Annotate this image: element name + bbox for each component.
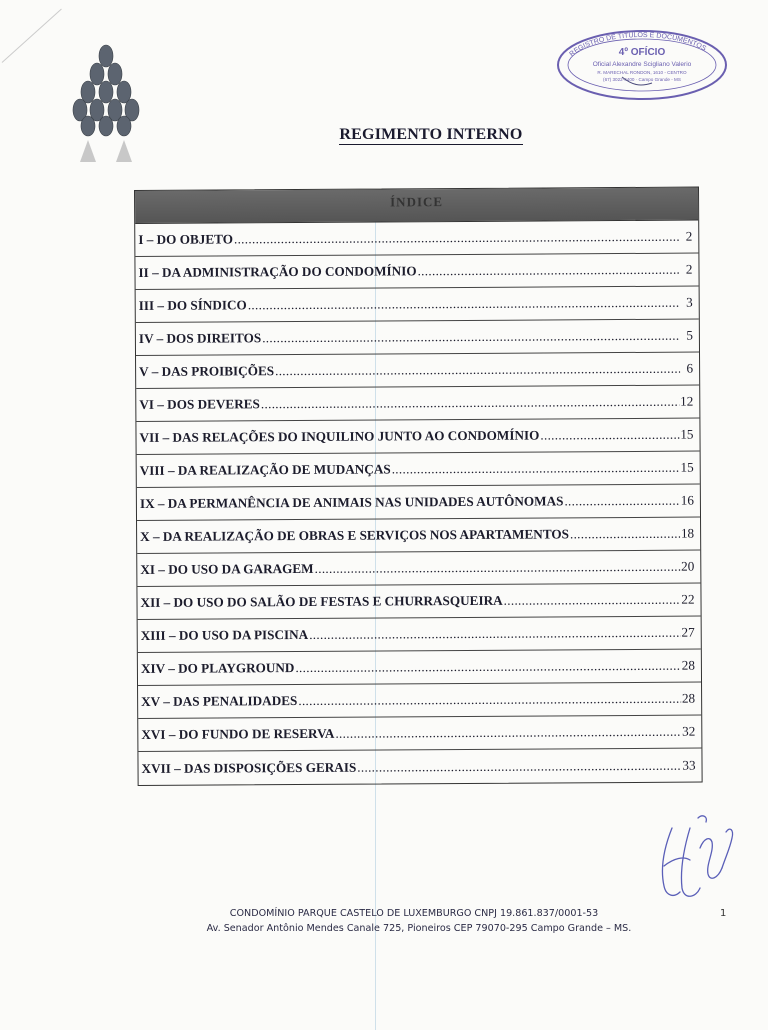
toc-entry [138, 716, 701, 752]
toc-leader-dots [357, 757, 681, 775]
toc-entry [136, 386, 699, 422]
toc-entry-page: 18 [680, 525, 695, 541]
toc-entry [136, 419, 699, 455]
page-footer [0, 906, 768, 936]
toc-leader-dots [335, 724, 681, 742]
stamp-ring-text: REGISTRO DE TÍTULOS E DOCUMENTOS [568, 31, 708, 59]
toc-entry-label: V – DAS PROIBIÇÕES [139, 363, 275, 379]
toc-entry [136, 320, 699, 356]
toc-entry-label: VIII – DA REALIZAÇÃO DE MUDANÇAS [139, 461, 391, 478]
toc-entry-label: III – DO SÍNDICO [138, 297, 247, 313]
toc-entry [135, 254, 698, 290]
stamp-official: Oficial Alexandre Scigliano Valerio [592, 61, 692, 68]
toc-leader-dots [248, 295, 680, 314]
toc-entry-page: 22 [681, 591, 695, 607]
toc-entry-label: VII – DAS RELAÇÕES DO INQUILINO JUNTO AO CONDOMÍNIO [139, 427, 540, 445]
toc-entry-label: XVI – DO FUNDO DE RESERVA [141, 725, 335, 742]
stamp-office: 4º OFÍCIO [618, 47, 666, 58]
toc-entry-label: XIII – DO USO DA PISCINA [140, 626, 309, 643]
toc-entry-page: 15 [680, 426, 694, 442]
toc-entry-page: 3 [686, 294, 693, 310]
toc-rows [135, 221, 701, 785]
toc-leader-dots [540, 427, 679, 444]
toc-entry-page: 27 [681, 624, 695, 640]
toc-entry-page: 28 [681, 690, 696, 706]
toc-entry [137, 518, 700, 554]
condominium-logo-icon [66, 38, 146, 168]
toc-leader-dots [295, 658, 680, 676]
toc-entry-label: VI – DOS DEVERES [139, 396, 260, 412]
toc-entry-page: 12 [680, 393, 694, 409]
footer-line-2: Av. Senador Antônio Mendes Canale 725, Pioneiros CEP 79070-295 Campo Grande – MS. [206, 923, 632, 934]
toc-entry [138, 617, 701, 653]
toc-entry [135, 221, 698, 257]
toc-entry-page: 20 [681, 558, 695, 574]
toc-entry-label: II – DA ADMINISTRAÇÃO DO CONDOMÍNIO [138, 263, 417, 280]
toc-entry [138, 650, 701, 686]
toc-leader-dots [504, 592, 681, 609]
toc-entry [137, 452, 700, 488]
toc-entry [138, 683, 701, 719]
toc-entry-page: 28 [681, 657, 695, 673]
toc-entry-label: X – DA REALIZAÇÃO DE OBRAS E SERVIÇOS NOS APARTAMENTOS [140, 526, 569, 544]
toc-leader-dots [275, 361, 680, 379]
toc-entry-page: 15 [680, 459, 694, 475]
page-number: 1 [720, 908, 727, 919]
toc-entry-page: 32 [682, 723, 696, 739]
toc-entry [137, 485, 700, 521]
stamp-contact: (67) 3022-4400 · Campo Grande - MS [603, 77, 681, 82]
toc-entry-page: 5 [686, 327, 693, 343]
toc-entry [137, 584, 700, 620]
toc-leader-dots [315, 559, 681, 577]
toc-entry-label: XII – DO USO DO SALÃO DE FESTAS E CHURRASQUEIRA [140, 592, 503, 610]
notary-stamp-icon [552, 25, 732, 105]
toc-entry [136, 353, 699, 389]
toc-entry-page: 6 [686, 360, 694, 376]
toc-leader-dots [392, 460, 680, 478]
toc-entry-page: 2 [685, 228, 693, 244]
toc-leader-dots [234, 229, 679, 248]
handwritten-signature-icon [650, 808, 740, 908]
toc-entry-page: 16 [680, 492, 694, 508]
toc-entry-label: XIV – DO PLAYGROUND [140, 660, 295, 676]
toc-entry-label: IV – DOS DIREITOS [138, 330, 262, 346]
document-title-wrapper [0, 126, 768, 144]
toc-entry-page: 2 [685, 261, 693, 277]
toc-leader-dots [570, 526, 680, 543]
toc-leader-dots [564, 493, 679, 510]
toc-leader-dots [418, 262, 680, 280]
toc-entry-label: XV – DAS PENALIDADES [141, 693, 298, 709]
index-header: ÍNDICE [135, 188, 698, 224]
table-of-contents [134, 187, 703, 786]
toc-entry-label: XVII – DAS DISPOSIÇÕES GERAIS [141, 759, 357, 776]
toc-entry-page: 33 [682, 757, 696, 773]
toc-entry-label: I – DO OBJETO [138, 231, 234, 247]
toc-entry-label: XI – DO USO DA GARAGEM [140, 560, 314, 577]
footer-line-1: CONDOMÍNIO PARQUE CASTELO DE LUXEMBURGO CNPJ 19.861.837/0001-53 [229, 908, 599, 919]
toc-leader-dots [298, 691, 681, 709]
scan-artifact-line [2, 9, 62, 63]
toc-entry [138, 749, 701, 785]
toc-leader-dots [262, 328, 680, 347]
toc-leader-dots [309, 625, 680, 643]
toc-entry-label: IX – DA PERMANÊNCIA DE ANIMAIS NAS UNIDADES AUTÔNOMAS [139, 493, 564, 511]
document-title: REGIMENTO INTERNO [339, 126, 523, 143]
toc-entry [136, 287, 699, 323]
toc-leader-dots [261, 394, 679, 413]
stamp-address: R. MARECHAL RONDON, 1610 - CENTRO [597, 70, 687, 75]
toc-entry [137, 551, 700, 587]
